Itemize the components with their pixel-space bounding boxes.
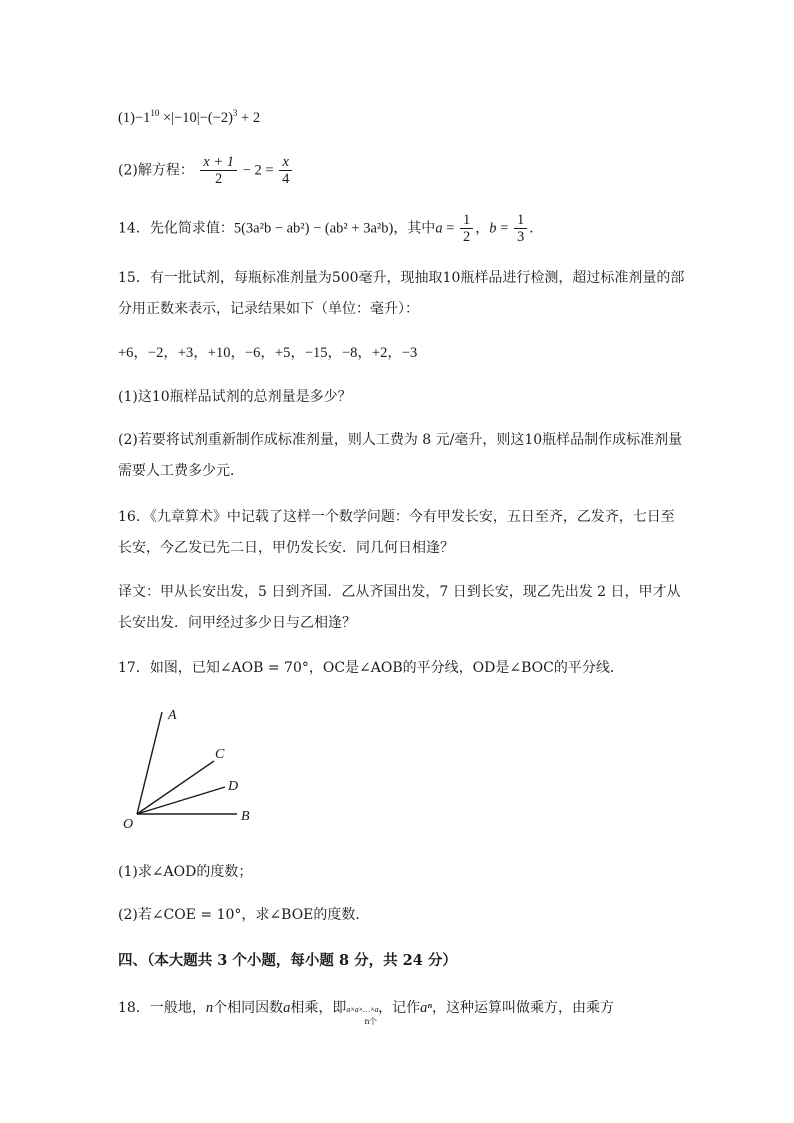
angle-diagram <box>115 700 275 835</box>
fraction-x-plus-1-over-2: $\frac{x + 1}{2}$ <box>200 154 237 187</box>
q15-part2-line2: 需要人工费多少元． <box>118 463 244 479</box>
q15-line1: 15．有一批试剂，每瓶标准剂量为500毫升，现抽取10瓶样品进行检测，超过标准剂量的部 <box>118 270 685 286</box>
label-b: B <box>241 809 250 824</box>
q17-stem: 17．如图，已知∠AOB = 70°，OC是∠AOB的平分线，OD是∠BOC的平分线． <box>118 660 624 676</box>
q16-line2: 长安，今乙发已先二日，甲仍发长安．同几何日相逢？ <box>118 540 454 556</box>
q16-translation-line2: 长安出发．问甲经过多少日与乙相逢？ <box>118 615 356 631</box>
section-4-title: 四、（本大题共 3 个小题，每小题 8 分，共 24 分） <box>118 952 457 969</box>
q18-line1: 18．一般地，n个相同因数a相乘，即a×a×…×a n个 ，记作aⁿ，这种运算叫做乘方，由乘方 <box>118 1000 614 1026</box>
q15-line2: 分用正数来表示，记录结果如下（单位：毫升）： <box>118 301 419 317</box>
q16-translation-line1: 译文：甲从长安出发，5 日到齐国．乙从齐国出发，7 日到长安，现乙先出发 2 日，甲才从 <box>118 584 681 600</box>
q14-question: 14．先化简求值：5(3a²b − ab²) − (ab² + 3a²b)，其中a = $\frac{1}{2}$ ，b = $\frac{1}{3}$ ． <box>118 212 544 245</box>
repeated-product: a×a×…×a n个 <box>346 1005 379 1026</box>
q13-part1: $(1)-1^{10} \times|-10|-(-2)^3 + 2$ <box>118 108 261 126</box>
label-o: O <box>123 817 134 832</box>
fraction-one-third: $\frac{1}{3}$ <box>514 212 527 245</box>
label-a: A <box>168 708 177 723</box>
q13-part2: (2)解方程： $\frac{x + 1}{2}$ − 2 = $\frac{x}{4}$ <box>118 154 294 187</box>
q15-data: +6，−2，+3，+10，−6，+5，−15，−8，+2，−3 <box>118 345 418 361</box>
q15-part1: (1)这10瓶样品试剂的总剂量是多少？ <box>118 389 352 405</box>
q16-line1: 16．《九章算术》中记载了这样一个数学问题：今有甲发长安，五日至齐，乙发齐，七日至 <box>118 509 675 525</box>
fraction-one-half: $\frac{1}{2}$ <box>460 212 473 245</box>
label-c: C <box>215 747 225 762</box>
q15-part2-line1: (2)若要将试剂重新制作成标准剂量，则人工费为 8 元/毫升，则这10瓶样品制作成标准剂量 <box>118 432 683 448</box>
label-d: D <box>228 779 239 794</box>
q17-part1: (1)求∠AOD的度数； <box>118 864 253 880</box>
ray-od <box>137 787 225 814</box>
fraction-x-over-4: $\frac{x}{4}$ <box>279 154 292 187</box>
q17-part2: (2)若∠COE = 10°，求∠BOE的度数． <box>118 907 370 923</box>
